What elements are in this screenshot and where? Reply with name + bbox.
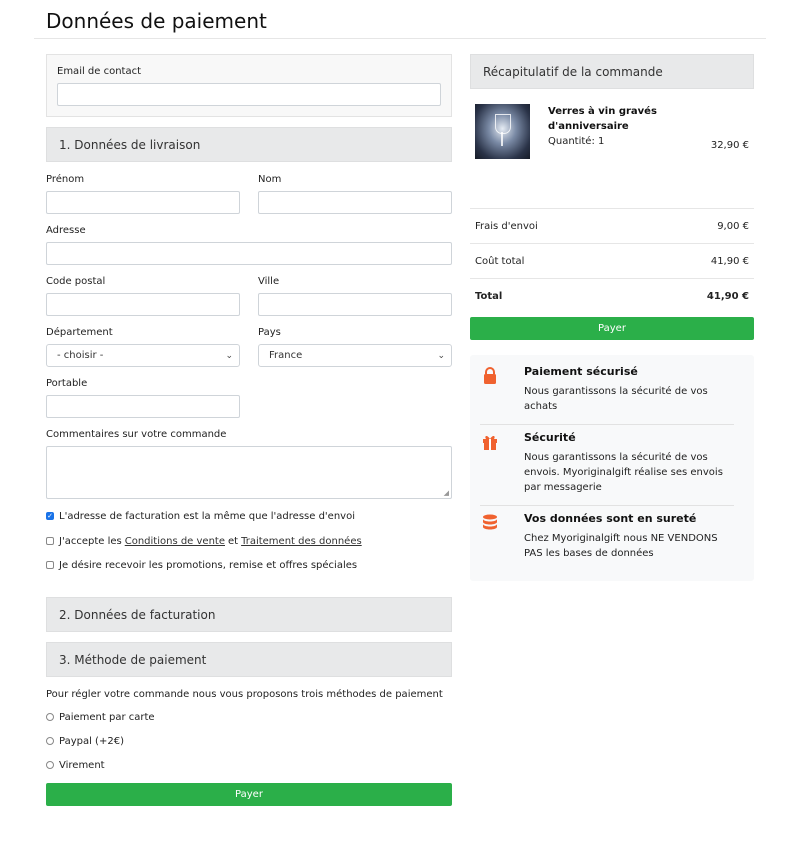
first-name-label: Prénom [46, 174, 85, 185]
postal-code-label: Code postal [46, 276, 106, 287]
database-icon [480, 513, 500, 533]
security-text: Nous garantissons la sécurité de vos achats [524, 386, 708, 412]
pay-button-top[interactable] [470, 317, 754, 340]
mobile-label: Portable [46, 378, 88, 389]
security-item-payment [480, 359, 734, 425]
and-text: et [228, 535, 239, 547]
shipping-value: 9,00 € [717, 220, 749, 232]
checkout-form [46, 54, 452, 806]
page-title: Données de paiement [46, 9, 267, 33]
pay-button-bottom[interactable] [46, 783, 452, 806]
department-value: - choisir - [57, 350, 104, 361]
card-label: Paiement par carte [59, 711, 155, 723]
billing-same-checkbox[interactable] [46, 512, 54, 520]
transfer-radio[interactable] [46, 761, 54, 769]
total-value: 41,90 € [706, 290, 749, 302]
first-name-field[interactable] [46, 191, 240, 214]
comments-label: Commentaires sur votre commande [46, 429, 227, 440]
resize-handle-icon[interactable]: ◢ [443, 489, 449, 497]
department-label: Département [46, 327, 113, 338]
billing-same-option[interactable] [46, 509, 452, 523]
title-divider [34, 38, 766, 39]
mobile-field[interactable] [46, 395, 240, 418]
product-quantity: Quantité: 1 [548, 136, 605, 147]
product-image[interactable] [475, 104, 530, 159]
billing-section-header[interactable] [46, 597, 452, 632]
chevron-down-icon: ⌄ [225, 350, 233, 361]
paypal-radio[interactable] [46, 737, 54, 745]
security-title: Paiement sécurisé [524, 365, 638, 378]
security-text: Nous garantissons la sécurité de vos envois. Myoriginalgift réalise ses envois par messagerie [524, 452, 723, 493]
payment-heading: 3. Méthode de paiement [59, 652, 207, 667]
cost-row [470, 243, 754, 278]
product-item [470, 89, 754, 208]
privacy-link[interactable]: Traitement des données [241, 535, 362, 547]
address-field[interactable] [46, 242, 452, 265]
promo-label: Je désire recevoir les promotions, remise et offres spéciales [59, 559, 358, 571]
payment-option-card[interactable] [46, 710, 452, 724]
order-summary [470, 54, 754, 581]
email-field[interactable] [57, 83, 441, 106]
total-row [470, 278, 754, 313]
address-label: Adresse [46, 225, 86, 236]
payment-option-transfer[interactable] [46, 758, 452, 772]
pay-button-label: Payer [598, 323, 626, 334]
security-text: Chez Myoriginalgift nous NE VENDONS PAS les bases de données [524, 533, 718, 559]
lock-icon [480, 366, 500, 386]
billing-same-label: L'adresse de facturation est la même que l'adresse d'envoi [59, 510, 355, 522]
paypal-label: Paypal (+2€) [59, 735, 124, 747]
country-value: France [269, 350, 303, 361]
payment-intro: Pour régler votre commande nous vous proposons trois méthodes de paiement [46, 689, 443, 700]
product-name[interactable]: Verres à vin gravés d'anniversaire [548, 106, 657, 132]
city-field[interactable] [258, 293, 452, 316]
department-select[interactable] [46, 344, 240, 367]
chevron-down-icon: ⌄ [437, 350, 445, 361]
card-radio[interactable] [46, 713, 54, 721]
country-label: Pays [258, 327, 281, 338]
promo-option[interactable] [46, 558, 452, 572]
email-label: Email de contact [57, 66, 142, 77]
cost-label: Coût total [475, 255, 525, 267]
city-label: Ville [258, 276, 280, 287]
accept-prefix: J'accepte les [59, 535, 122, 547]
security-item-shipping [480, 425, 734, 506]
country-select[interactable] [258, 344, 452, 367]
security-title: Sécurité [524, 431, 576, 444]
cost-value: 41,90 € [710, 255, 749, 267]
summary-heading: Récapitulatif de la commande [483, 64, 663, 79]
security-title: Vos données sont en sureté [524, 512, 697, 525]
product-price: 32,90 € [710, 140, 749, 151]
payment-section-header[interactable] [46, 642, 452, 677]
postal-code-field[interactable] [46, 293, 240, 316]
shipping-label: Frais d'envoi [475, 220, 538, 232]
billing-heading: 2. Données de facturation [59, 607, 216, 622]
gift-icon [480, 432, 500, 452]
contact-section [46, 54, 452, 117]
delivery-heading: 1. Données de livraison [59, 137, 201, 152]
total-label: Total [475, 290, 503, 302]
last-name-label: Nom [258, 174, 282, 185]
transfer-label: Virement [59, 759, 105, 771]
comments-textarea[interactable] [46, 446, 452, 499]
last-name-field[interactable] [258, 191, 452, 214]
terms-link[interactable]: Conditions de vente [124, 535, 225, 547]
accept-terms-option[interactable] [46, 534, 452, 548]
delivery-section-header[interactable] [46, 127, 452, 162]
summary-header [470, 54, 754, 89]
pay-button-label: Payer [235, 789, 263, 800]
promo-checkbox[interactable] [46, 561, 54, 569]
security-panel [470, 355, 754, 581]
accept-terms-checkbox[interactable] [46, 537, 54, 545]
security-item-data [480, 506, 734, 571]
payment-option-paypal[interactable] [46, 734, 452, 748]
shipping-row [470, 208, 754, 243]
